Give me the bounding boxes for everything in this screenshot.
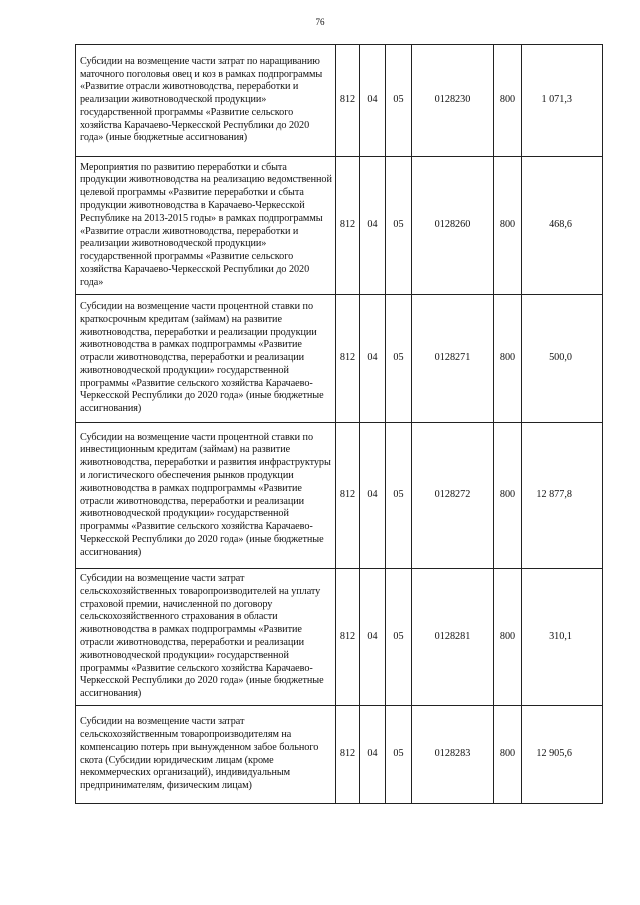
subsection-code: 05 <box>386 45 412 157</box>
row-description: Субсидии на возмещение части затрат сельскохозяйственным товаропроизводителям на компенсацию потерь при вынужденном забое больного скота (Субсидии юридическим лицам (кроме некоммерческих организаций), индивидуальным предпринимателям, физическим лицам) <box>76 706 336 804</box>
row-description: Субсидии на возмещение части затрат по наращиванию маточного поголовья овец и коз в рамках подпрограммы «Развитие отрасли животноводства, переработки и реализации животноводческой продукции» государственной программы «Развитие сельского хозяйства Карачаево-Черкесской Республики до 2020 года» (иные бюджетные ассигнования) <box>76 45 336 157</box>
budget-table <box>75 44 603 804</box>
amount: 500,0 <box>522 295 603 423</box>
amount: 12 877,8 <box>522 423 603 569</box>
grbs-code: 812 <box>336 706 360 804</box>
section-code: 04 <box>360 295 386 423</box>
subsection-code: 05 <box>386 569 412 706</box>
table-row <box>76 423 603 569</box>
expense-type-code: 800 <box>494 706 522 804</box>
section-code: 04 <box>360 706 386 804</box>
target-article-code: 0128260 <box>412 157 494 295</box>
section-code: 04 <box>360 423 386 569</box>
grbs-code: 812 <box>336 157 360 295</box>
table-row <box>76 706 603 804</box>
row-description: Субсидии на возмещение части процентной ставки по краткосрочным кредитам (займам) на развитие животноводства, переработки и реализации продукции животноводства в рамках подпрограммы «Развитие отрасли животноводства, переработки и реализации животноводческой продукции» государственной программы «Развитие сельского хозяйства Карачаево-Черкесской Республики до 2020 года» (иные бюджетные ассигнования) <box>76 295 336 423</box>
amount: 12 905,6 <box>522 706 603 804</box>
grbs-code: 812 <box>336 45 360 157</box>
amount: 1 071,3 <box>522 45 603 157</box>
target-article-code: 0128230 <box>412 45 494 157</box>
table-row <box>76 295 603 423</box>
expense-type-code: 800 <box>494 157 522 295</box>
row-description: Мероприятия по развитию переработки и сбыта продукции животноводства на реализацию ведомственной целевой программы «Развитие переработки и сбыта продукции животноводства в Карачаево-Черкесской Республике на 2013-2015 годы» в рамках подпрограммы «Развитие отрасли животноводства, переработки и реализации животноводческой продукции» государственной программы «Развитие сельского хозяйства Карачаево-Черкесской Республики до 2020 года» <box>76 157 336 295</box>
grbs-code: 812 <box>336 295 360 423</box>
subsection-code: 05 <box>386 157 412 295</box>
row-description: Субсидии на возмещение части процентной ставки по инвестиционным кредитам (займам) на развитие животноводства, переработки и развития инфраструктуры и логистического обеспечения рынков продукции животноводства в рамках подпрограммы «Развитие отрасли животноводства, переработки и реализации животноводческой продукции» государственной программы «Развитие сельского хозяйства Карачаево-Черкесской Республики до 2020 года» (иные бюджетные ассигнования) <box>76 423 336 569</box>
target-article-code: 0128283 <box>412 706 494 804</box>
subsection-code: 05 <box>386 423 412 569</box>
grbs-code: 812 <box>336 569 360 706</box>
target-article-code: 0128272 <box>412 423 494 569</box>
table-row <box>76 45 603 157</box>
table-row <box>76 157 603 295</box>
subsection-code: 05 <box>386 706 412 804</box>
expense-type-code: 800 <box>494 45 522 157</box>
section-code: 04 <box>360 45 386 157</box>
expense-type-code: 800 <box>494 569 522 706</box>
grbs-code: 812 <box>336 423 360 569</box>
target-article-code: 0128281 <box>412 569 494 706</box>
expense-type-code: 800 <box>494 423 522 569</box>
section-code: 04 <box>360 569 386 706</box>
page-number: 76 <box>315 17 325 27</box>
subsection-code: 05 <box>386 295 412 423</box>
section-code: 04 <box>360 157 386 295</box>
row-description: Субсидии на возмещение части затрат сельскохозяйственных товаропроизводителей на уплату страховой премии, начисленной по договору сельскохозяйственного страхования в области животноводства в рамках подпрограммы «Развитие отрасли животноводства, переработки и реализации животноводческой продукции» государственной программы «Развитие сельского хозяйства Карачаево-Черкесской Республики до 2020 года» (иные бюджетные ассигнования) <box>76 569 336 706</box>
amount: 310,1 <box>522 569 603 706</box>
amount: 468,6 <box>522 157 603 295</box>
table-row <box>76 569 603 706</box>
expense-type-code: 800 <box>494 295 522 423</box>
target-article-code: 0128271 <box>412 295 494 423</box>
